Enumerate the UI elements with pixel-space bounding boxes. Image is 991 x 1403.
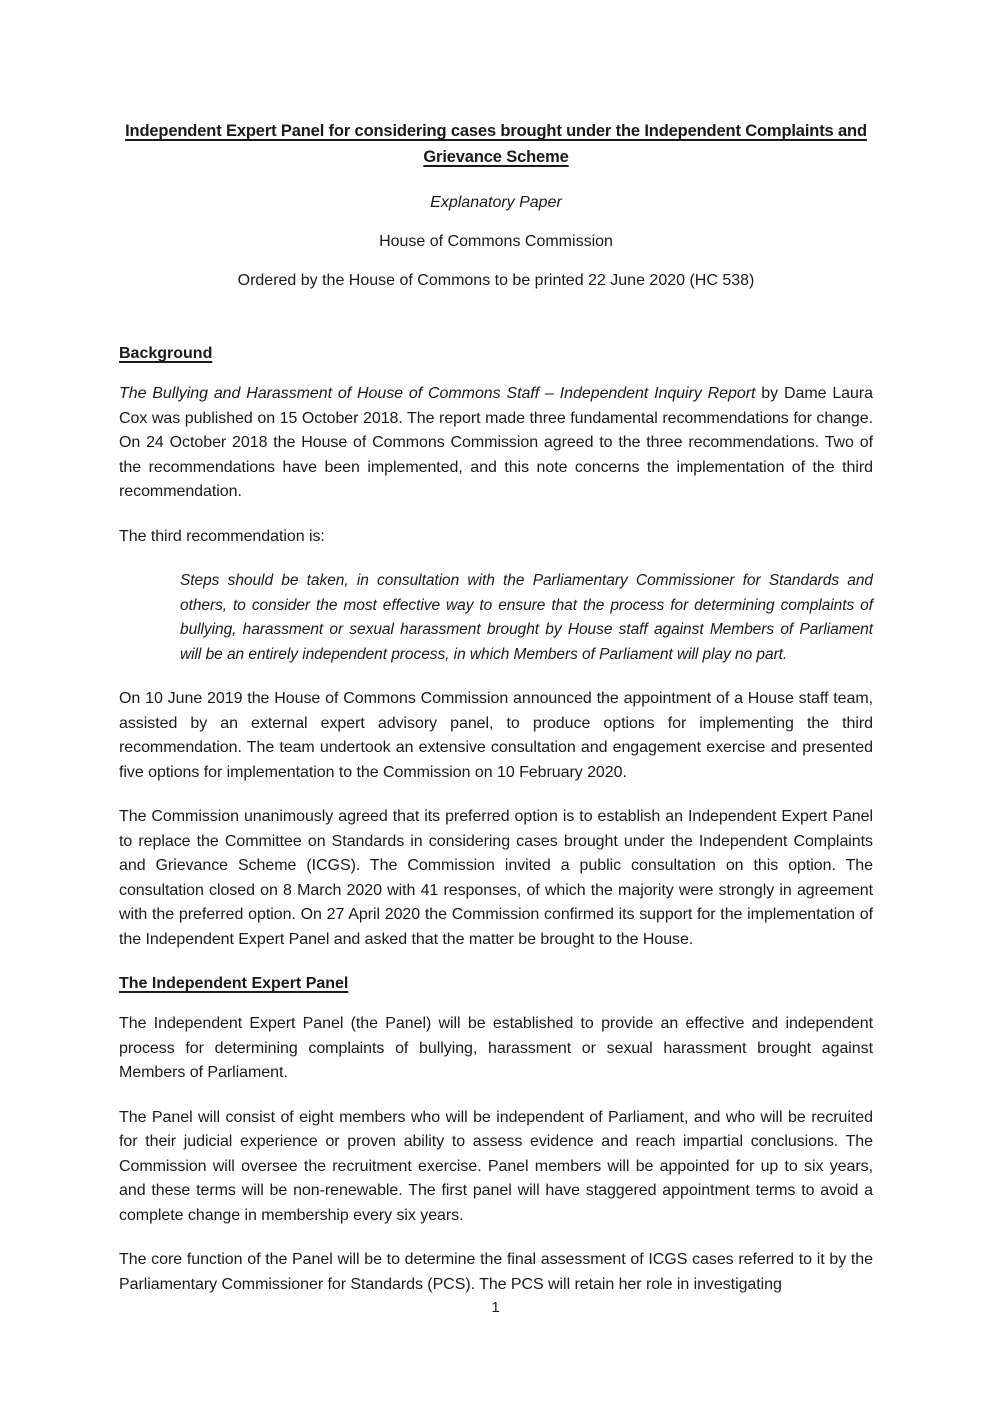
- document-title: [119, 118, 873, 170]
- recommendation-quote: Steps should be taken, in consultation with the Parliamentary Commissioner for Standards and others, to consider the most effective way to ensure that the process for determining complaints of bullying, harassment or sexual harassment brought by House staff against Members of Parliament will be an entirely independent process, in which Members of Parliament will play no part.: [180, 572, 873, 663]
- document-publisher: House of Commons Commission: [379, 233, 613, 250]
- document-content: [119, 118, 873, 1297]
- background-paragraph-4: The Commission unanimously agreed that its preferred option is to establish an Independent Expert Panel to replace the Committee on Standards in considering cases brought under the Independent Complaints and Grievance Scheme (ICGS). The Commission invited a public consultation on this option. The consultation closed on 8 March 2020 with 41 responses, of which the majority were strongly in agreement with the preferred option. On 27 April 2020 the Commission confirmed its support for the implementation of the Independent Expert Panel and asked that the matter be brought to the House.: [119, 808, 873, 948]
- panel-paragraph-1: The Independent Expert Panel (the Panel) will be established to provide an effective and independent process for determining complaints of bullying, harassment or sexual harassment brought against Members of Parliament.: [119, 1015, 873, 1081]
- section-heading-background: Background: [119, 345, 213, 362]
- background-paragraph-1-rest: by Dame Laura Cox was published on 15 October 2018. The report made three fundamental recommendations for change. On 24 October 2018 the House of Commons Commission agreed to the three recommendations. Two of the recommendations have been implemented, and this note concerns the implementation of the third recommendation.: [119, 385, 874, 500]
- background-paragraph-2: The third recommendation is:: [119, 527, 325, 545]
- report-title-italic: The Bullying and Harassment of House of Commons Staff – Independent Inquiry Report: [119, 385, 756, 402]
- panel-paragraph-2: The Panel will consist of eight members who will be independent of Parliament, and who will be recruited for their judicial experience or proven ability to assess evidence and reach impartial conclusions. The Commission will oversee the recruitment exercise. Panel members will be appointed for up to six years, and these terms will be non-renewable. The first panel will have staggered appointment terms to avoid a complete change in membership every six years.: [119, 1108, 873, 1224]
- background-paragraph-3: On 10 June 2019 the House of Commons Commission announced the appointment of a House staff team, assisted by an external expert advisory panel, to produce options for implementing the third recommendation. The team undertook an extensive consultation and engagement exercise and presented five options for implementation to the Commission on 10 February 2020.: [119, 690, 873, 781]
- section-heading-panel: The Independent Expert Panel: [119, 975, 349, 992]
- document-print-order: Ordered by the House of Commons to be printed 22 June 2020 (HC 538): [237, 272, 755, 289]
- document-title-line-2: Grievance Scheme: [423, 148, 569, 166]
- page-number: 1: [491, 1299, 500, 1316]
- document-title-line-1: Independent Expert Panel for considering cases brought under the Independent Complaints and: [125, 122, 867, 140]
- panel-paragraph-3: The core function of the Panel will be to determine the final assessment of ICGS cases referred to it by the Parliamentary Commissioner for Standards (PCS). The PCS will retain her role in investigating: [119, 1251, 873, 1293]
- background-paragraph-1: [119, 382, 873, 505]
- document-subtitle: Explanatory Paper: [430, 194, 562, 211]
